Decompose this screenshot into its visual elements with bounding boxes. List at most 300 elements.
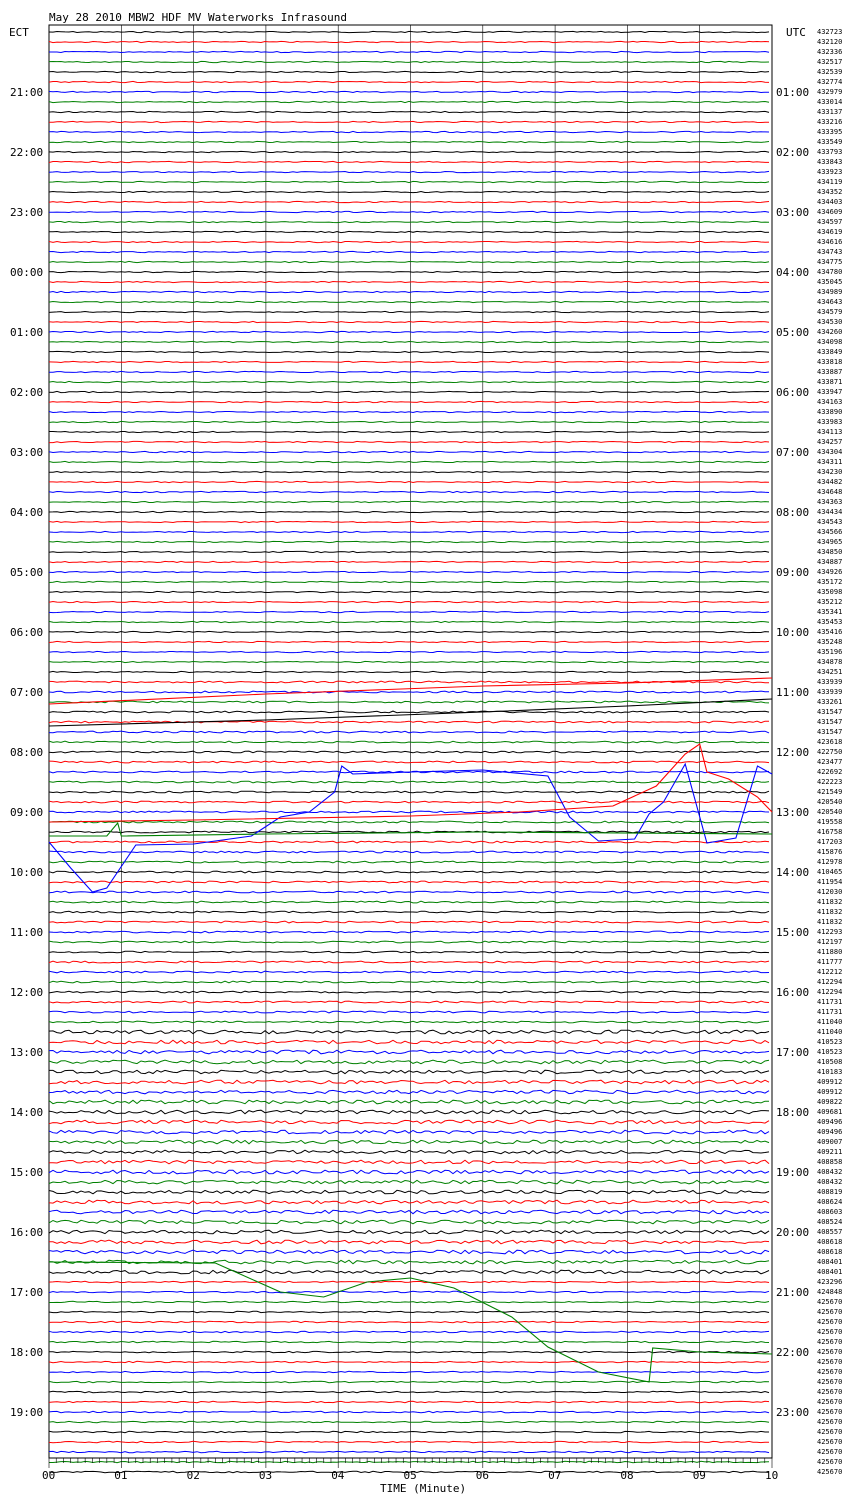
trace-value-label: 433818 xyxy=(817,358,843,366)
trace-value-label: 433947 xyxy=(817,388,843,396)
trace-line xyxy=(49,401,769,402)
trace-line xyxy=(49,1331,769,1332)
trace-value-label: 408624 xyxy=(817,1198,843,1206)
x-tick-label: 10 xyxy=(765,1469,779,1482)
trace-line xyxy=(49,841,769,843)
trace-value-label: 432517 xyxy=(817,58,843,66)
trace-line xyxy=(49,221,769,222)
trace-line xyxy=(49,81,769,82)
trace-line xyxy=(49,1341,769,1342)
trace-line xyxy=(49,1130,769,1134)
left-hour-label: 07:00 xyxy=(10,686,44,699)
trace-value-label: 434113 xyxy=(817,428,843,436)
trace-value-label: 433216 xyxy=(817,118,843,126)
trace-line xyxy=(49,291,769,292)
trace-line xyxy=(49,761,769,763)
trace-line xyxy=(49,881,769,883)
trace-line xyxy=(49,811,769,813)
trace-line xyxy=(49,171,769,172)
trace-value-label: 432723 xyxy=(817,28,843,36)
trace-value-label: 431547 xyxy=(817,728,843,736)
trace-line xyxy=(49,121,769,122)
right-hour-label: 06:00 xyxy=(776,386,810,399)
trace-line xyxy=(49,201,769,202)
trace-line xyxy=(49,371,769,372)
trace-line xyxy=(49,531,769,532)
trace-value-label: 434119 xyxy=(817,178,843,186)
trace-line xyxy=(49,1090,769,1094)
left-hour-label: 22:00 xyxy=(10,146,44,159)
trace-line xyxy=(49,471,769,472)
left-hour-label: 06:00 xyxy=(10,626,44,639)
trace-value-label: 410523 xyxy=(817,1038,843,1046)
trace-line xyxy=(49,1050,769,1054)
trace-value-label: 425670 xyxy=(817,1468,843,1476)
left-hour-label: 15:00 xyxy=(10,1166,44,1179)
trace-line xyxy=(49,421,769,422)
trace-line xyxy=(49,1120,769,1124)
trace-value-label: 435172 xyxy=(817,578,843,586)
trace-line xyxy=(49,361,769,362)
trace-line xyxy=(49,1150,769,1154)
right-hour-label: 23:00 xyxy=(776,1406,810,1419)
trace-value-label: 425670 xyxy=(817,1378,843,1386)
trace-value-label: 434304 xyxy=(817,448,843,456)
trace-value-label: 433887 xyxy=(817,368,843,376)
x-tick-label: 07 xyxy=(548,1469,562,1482)
trace-line xyxy=(49,31,769,32)
trace-line xyxy=(49,801,769,803)
trace-line xyxy=(49,921,769,923)
trace-line xyxy=(49,271,769,272)
x-tick-label: 02 xyxy=(186,1469,200,1482)
trace-line xyxy=(49,551,769,552)
trace-line xyxy=(49,581,769,582)
trace-line xyxy=(49,1100,769,1104)
trace-line xyxy=(49,1281,769,1282)
trace-value-label: 435416 xyxy=(817,628,843,636)
trace-value-label: 434780 xyxy=(817,268,843,276)
trace-line xyxy=(49,51,769,52)
trace-value-label: 434579 xyxy=(817,308,843,316)
trace-line xyxy=(49,501,769,502)
trace-line xyxy=(49,791,769,793)
right-hour-label: 02:00 xyxy=(776,146,810,159)
trace-value-label: 410183 xyxy=(817,1068,843,1076)
trace-value-label: 408819 xyxy=(817,1188,843,1196)
trace-line xyxy=(49,901,769,903)
chart-title: May 28 2010 MBW2 HDF MV Waterworks Infrasound xyxy=(49,11,348,24)
trace-line xyxy=(49,281,769,282)
trace-value-label: 434643 xyxy=(817,298,843,306)
trace-value-label: 409211 xyxy=(817,1148,843,1156)
right-hour-labels xyxy=(776,86,809,1419)
trace-value-label: 425670 xyxy=(817,1338,843,1346)
trace-line xyxy=(49,1210,769,1214)
trace-value-label: 425670 xyxy=(817,1298,843,1306)
trace-value-label: 433549 xyxy=(817,138,843,146)
trace-value-label: 408432 xyxy=(817,1168,843,1176)
trace-line xyxy=(49,441,769,442)
trace-line xyxy=(49,591,769,592)
left-hour-label: 08:00 xyxy=(10,746,44,759)
trace-value-label: 434989 xyxy=(817,288,843,296)
trace-line xyxy=(49,751,769,753)
trace-line xyxy=(49,561,769,562)
trace-line xyxy=(49,671,769,672)
trace-value-label: 435341 xyxy=(817,608,843,616)
trace-value-label: 419558 xyxy=(817,818,843,826)
trace-value-label: 408557 xyxy=(817,1228,843,1236)
left-hour-label: 04:00 xyxy=(10,506,44,519)
left-hour-label: 23:00 xyxy=(10,206,44,219)
trace-value-label: 425670 xyxy=(817,1408,843,1416)
trace-value-label: 425670 xyxy=(817,1428,843,1436)
trace-line xyxy=(49,1461,769,1462)
trace-value-label: 435248 xyxy=(817,638,843,646)
trace-value-label: 434887 xyxy=(817,558,843,566)
trace-line xyxy=(49,331,769,332)
trace-value-label: 411731 xyxy=(817,1008,843,1016)
left-hour-label: 10:00 xyxy=(10,866,44,879)
trace-value-label: 408524 xyxy=(817,1218,843,1226)
trace-line xyxy=(49,571,769,572)
trace-value-label: 434850 xyxy=(817,548,843,556)
trace-line xyxy=(49,181,769,182)
right-hour-label: 12:00 xyxy=(776,746,810,759)
trace-value-label: 423618 xyxy=(817,738,843,746)
trace-value-label: 434743 xyxy=(817,248,843,256)
left-hour-label: 18:00 xyxy=(10,1346,44,1359)
trace-line xyxy=(49,1270,769,1274)
trace-value-label: 434965 xyxy=(817,538,843,546)
x-tick-label: 09 xyxy=(692,1469,706,1482)
trace-value-label: 425670 xyxy=(817,1398,843,1406)
trace-line xyxy=(49,411,769,412)
trace-line xyxy=(49,1321,769,1322)
trace-value-label: 415876 xyxy=(817,848,843,856)
trace-value-label: 434616 xyxy=(817,238,843,246)
trace-value-label: 435212 xyxy=(817,598,843,606)
trace-line xyxy=(49,651,769,652)
trace-line xyxy=(49,491,769,492)
trace-line xyxy=(49,91,769,92)
trace-value-label: 434230 xyxy=(817,468,843,476)
trace-value-label: 417203 xyxy=(817,838,843,846)
right-hour-label: 07:00 xyxy=(776,446,810,459)
left-hour-label: 01:00 xyxy=(10,326,44,339)
trace-value-label: 409912 xyxy=(817,1088,843,1096)
trace-line xyxy=(49,111,769,112)
right-hour-label: 08:00 xyxy=(776,506,810,519)
x-tick-label: 01 xyxy=(114,1469,128,1482)
trace-value-label: 434311 xyxy=(817,458,843,466)
trace-value-labels xyxy=(817,28,842,1476)
trace-value-label: 422750 xyxy=(817,748,843,756)
trace-line xyxy=(49,1351,769,1352)
trace-line xyxy=(49,851,769,853)
trace-line xyxy=(49,211,769,212)
trace-value-label: 412197 xyxy=(817,938,843,946)
trace-line xyxy=(49,251,769,252)
trace-value-label: 434251 xyxy=(817,668,843,676)
trace-line xyxy=(49,541,769,542)
right-hour-label: 10:00 xyxy=(776,626,810,639)
trace-value-label: 411777 xyxy=(817,958,843,966)
trace-value-label: 432774 xyxy=(817,78,843,86)
trace-value-label: 412293 xyxy=(817,928,843,936)
right-hour-label: 18:00 xyxy=(776,1106,810,1119)
left-hour-label: 17:00 xyxy=(10,1286,44,1299)
trace-line xyxy=(49,151,769,152)
trace-line xyxy=(49,1030,769,1034)
trace-line xyxy=(49,481,769,482)
trace-value-label: 425670 xyxy=(817,1348,843,1356)
trace-line xyxy=(49,261,769,262)
x-tick-label: 08 xyxy=(620,1469,634,1482)
trace-value-label: 411040 xyxy=(817,1028,843,1036)
trace-line xyxy=(49,991,769,993)
trace-value-label: 432336 xyxy=(817,48,843,56)
trace-value-label: 410465 xyxy=(817,868,843,876)
x-tick-label: 03 xyxy=(258,1469,273,1482)
trace-value-label: 434352 xyxy=(817,188,843,196)
trace-line xyxy=(49,861,769,863)
trace-value-label: 434566 xyxy=(817,528,843,536)
trace-value-label: 434775 xyxy=(817,258,843,266)
trace-line xyxy=(49,1391,769,1392)
left-hour-label: 12:00 xyxy=(10,986,44,999)
trace-line xyxy=(49,391,769,392)
trace-value-label: 423477 xyxy=(817,758,843,766)
trace-value-label: 434609 xyxy=(817,208,843,216)
trace-value-label: 434530 xyxy=(817,318,843,326)
trace-line xyxy=(49,131,769,132)
trace-value-label: 433395 xyxy=(817,128,843,136)
trace-line xyxy=(49,821,769,823)
trace-line xyxy=(49,961,769,963)
trace-line xyxy=(49,1060,769,1064)
trace-value-label: 433939 xyxy=(817,678,843,686)
trace-value-label: 425670 xyxy=(817,1308,843,1316)
trace-line xyxy=(49,931,769,933)
trace-value-label: 433137 xyxy=(817,108,843,116)
trace-value-label: 408401 xyxy=(817,1258,843,1266)
left-hour-labels xyxy=(10,86,43,1419)
trace-line xyxy=(49,1140,769,1144)
trace-line xyxy=(49,451,769,452)
trace-value-label: 431547 xyxy=(817,718,843,726)
trace-line xyxy=(49,311,769,312)
right-hour-label: 22:00 xyxy=(776,1346,810,1359)
right-hour-label: 16:00 xyxy=(776,986,810,999)
trace-value-label: 425670 xyxy=(817,1358,843,1366)
trace-line xyxy=(49,1170,769,1174)
x-tick-label: 06 xyxy=(475,1469,490,1482)
trace-line xyxy=(49,1361,769,1362)
right-hour-label: 11:00 xyxy=(776,686,810,699)
trace-line xyxy=(49,1190,769,1194)
trace-line xyxy=(49,1220,769,1224)
trace-value-label: 425670 xyxy=(817,1328,843,1336)
right-hour-label: 17:00 xyxy=(776,1046,810,1059)
trace-line xyxy=(49,521,769,522)
trace-value-label: 420540 xyxy=(817,808,843,816)
trace-value-label: 411954 xyxy=(817,878,843,886)
x-tick-label: 04 xyxy=(331,1469,345,1482)
left-hour-label: 13:00 xyxy=(10,1046,44,1059)
trace-line xyxy=(49,1011,769,1013)
trace-value-label: 433014 xyxy=(817,98,843,106)
trace-line xyxy=(49,301,769,302)
trace-value-label: 409496 xyxy=(817,1128,843,1136)
trace-line xyxy=(49,661,769,662)
trace-line xyxy=(49,1451,769,1452)
right-hour-label: 03:00 xyxy=(776,206,810,219)
trace-line xyxy=(49,1240,769,1244)
trace-value-label: 434597 xyxy=(817,218,843,226)
trace-value-label: 425670 xyxy=(817,1448,843,1456)
trace-value-label: 412212 xyxy=(817,968,843,976)
trace-line xyxy=(49,71,769,72)
trace-value-label: 425670 xyxy=(817,1458,843,1466)
trace-line xyxy=(49,1260,769,1264)
trace-line xyxy=(49,1431,769,1432)
trace-value-label: 434619 xyxy=(817,228,843,236)
right-hour-label: 13:00 xyxy=(776,806,810,819)
x-tick-label: 00 xyxy=(42,1469,56,1482)
trace-line xyxy=(49,341,769,342)
trace-value-label: 434648 xyxy=(817,488,843,496)
trace-value-label: 412978 xyxy=(817,858,843,866)
trace-value-label: 435196 xyxy=(817,648,843,656)
trace-value-label: 425670 xyxy=(817,1388,843,1396)
trace-value-label: 434257 xyxy=(817,438,843,446)
trace-line xyxy=(49,1001,769,1003)
x-axis-label: TIME (Minute) xyxy=(380,1482,467,1495)
trace-value-label: 408603 xyxy=(817,1208,843,1216)
trace-value-label: 409681 xyxy=(817,1108,843,1116)
trace-line xyxy=(49,741,769,743)
trace-line xyxy=(49,641,769,642)
trace-value-label: 434878 xyxy=(817,658,843,666)
trace-line xyxy=(49,351,769,352)
trace-line xyxy=(49,1311,769,1312)
right-hour-label: 05:00 xyxy=(776,326,810,339)
left-hour-label: 21:00 xyxy=(10,86,44,99)
trace-line xyxy=(49,431,769,432)
trace-value-label: 432120 xyxy=(817,38,843,46)
trace-line xyxy=(49,381,769,382)
trace-value-label: 412294 xyxy=(817,978,843,986)
trace-value-label: 435045 xyxy=(817,278,843,286)
trace-value-label: 434543 xyxy=(817,518,843,526)
trace-line xyxy=(49,1421,769,1422)
trace-value-label: 433843 xyxy=(817,158,843,166)
trace-value-label: 421549 xyxy=(817,788,843,796)
trace-value-label: 433871 xyxy=(817,378,843,386)
trace-line xyxy=(49,631,769,632)
trace-value-label: 409496 xyxy=(817,1118,843,1126)
right-hour-label: 09:00 xyxy=(776,566,810,579)
trace-line xyxy=(49,241,769,242)
trace-value-label: 409912 xyxy=(817,1078,843,1086)
trace-value-label: 411832 xyxy=(817,908,843,916)
trace-value-label: 435098 xyxy=(817,588,843,596)
trace-value-label: 422692 xyxy=(817,768,843,776)
trace-line xyxy=(49,1080,769,1084)
trace-line xyxy=(49,41,769,42)
trace-line xyxy=(49,231,769,232)
trace-line xyxy=(49,911,769,913)
trace-value-label: 433849 xyxy=(817,348,843,356)
trace-line xyxy=(49,891,769,893)
trace-value-label: 412030 xyxy=(817,888,843,896)
trace-value-label: 416758 xyxy=(817,828,843,836)
trace-value-label: 422223 xyxy=(817,778,843,786)
trace-line xyxy=(49,101,769,102)
trace-line xyxy=(49,1200,769,1204)
trace-value-label: 425670 xyxy=(817,1418,843,1426)
trace-line xyxy=(49,1180,769,1184)
right-hour-label: 01:00 xyxy=(776,86,810,99)
trace-value-label: 432539 xyxy=(817,68,843,76)
right-hour-label: 14:00 xyxy=(776,866,810,879)
right-axis-label: UTC xyxy=(786,26,806,39)
trace-value-label: 425670 xyxy=(817,1438,843,1446)
trace-line xyxy=(49,1110,769,1114)
trace-value-label: 434482 xyxy=(817,478,843,486)
left-hour-label: 11:00 xyxy=(10,926,44,939)
trace-value-label: 411832 xyxy=(817,918,843,926)
left-hour-label: 19:00 xyxy=(10,1406,44,1419)
right-hour-label: 15:00 xyxy=(776,926,810,939)
trace-line xyxy=(49,951,769,953)
x-tick-label: 05 xyxy=(403,1469,417,1482)
right-hour-label: 21:00 xyxy=(776,1286,810,1299)
trace-line xyxy=(49,981,769,983)
trace-value-label: 434363 xyxy=(817,498,843,506)
left-hour-label: 00:00 xyxy=(10,266,44,279)
trace-line xyxy=(49,601,769,602)
trace-value-label: 411040 xyxy=(817,1018,843,1026)
trace-value-label: 423296 xyxy=(817,1278,843,1286)
trace-value-label: 435453 xyxy=(817,618,843,626)
trace-line xyxy=(49,61,769,62)
trace-line xyxy=(49,1230,769,1234)
trace-value-label: 408618 xyxy=(817,1238,843,1246)
trace-value-label: 434403 xyxy=(817,198,843,206)
trace-value-label: 420540 xyxy=(817,798,843,806)
trace-value-label: 434926 xyxy=(817,568,843,576)
left-hour-label: 03:00 xyxy=(10,446,44,459)
right-hour-label: 20:00 xyxy=(776,1226,810,1239)
trace-line xyxy=(49,621,769,622)
trace-value-label: 411832 xyxy=(817,898,843,906)
left-axis-label: ECT xyxy=(9,26,29,39)
trace-line xyxy=(49,941,769,943)
trace-value-label: 431547 xyxy=(817,708,843,716)
trace-value-label: 434434 xyxy=(817,508,843,516)
trace-value-label: 433261 xyxy=(817,698,843,706)
trace-line xyxy=(49,1401,769,1402)
trace-line xyxy=(49,701,769,703)
trace-line xyxy=(49,731,769,733)
trace-value-label: 410508 xyxy=(817,1058,843,1066)
trace-value-label: 408401 xyxy=(817,1268,843,1276)
trace-line xyxy=(49,691,769,693)
trace-value-label: 408858 xyxy=(817,1158,843,1166)
